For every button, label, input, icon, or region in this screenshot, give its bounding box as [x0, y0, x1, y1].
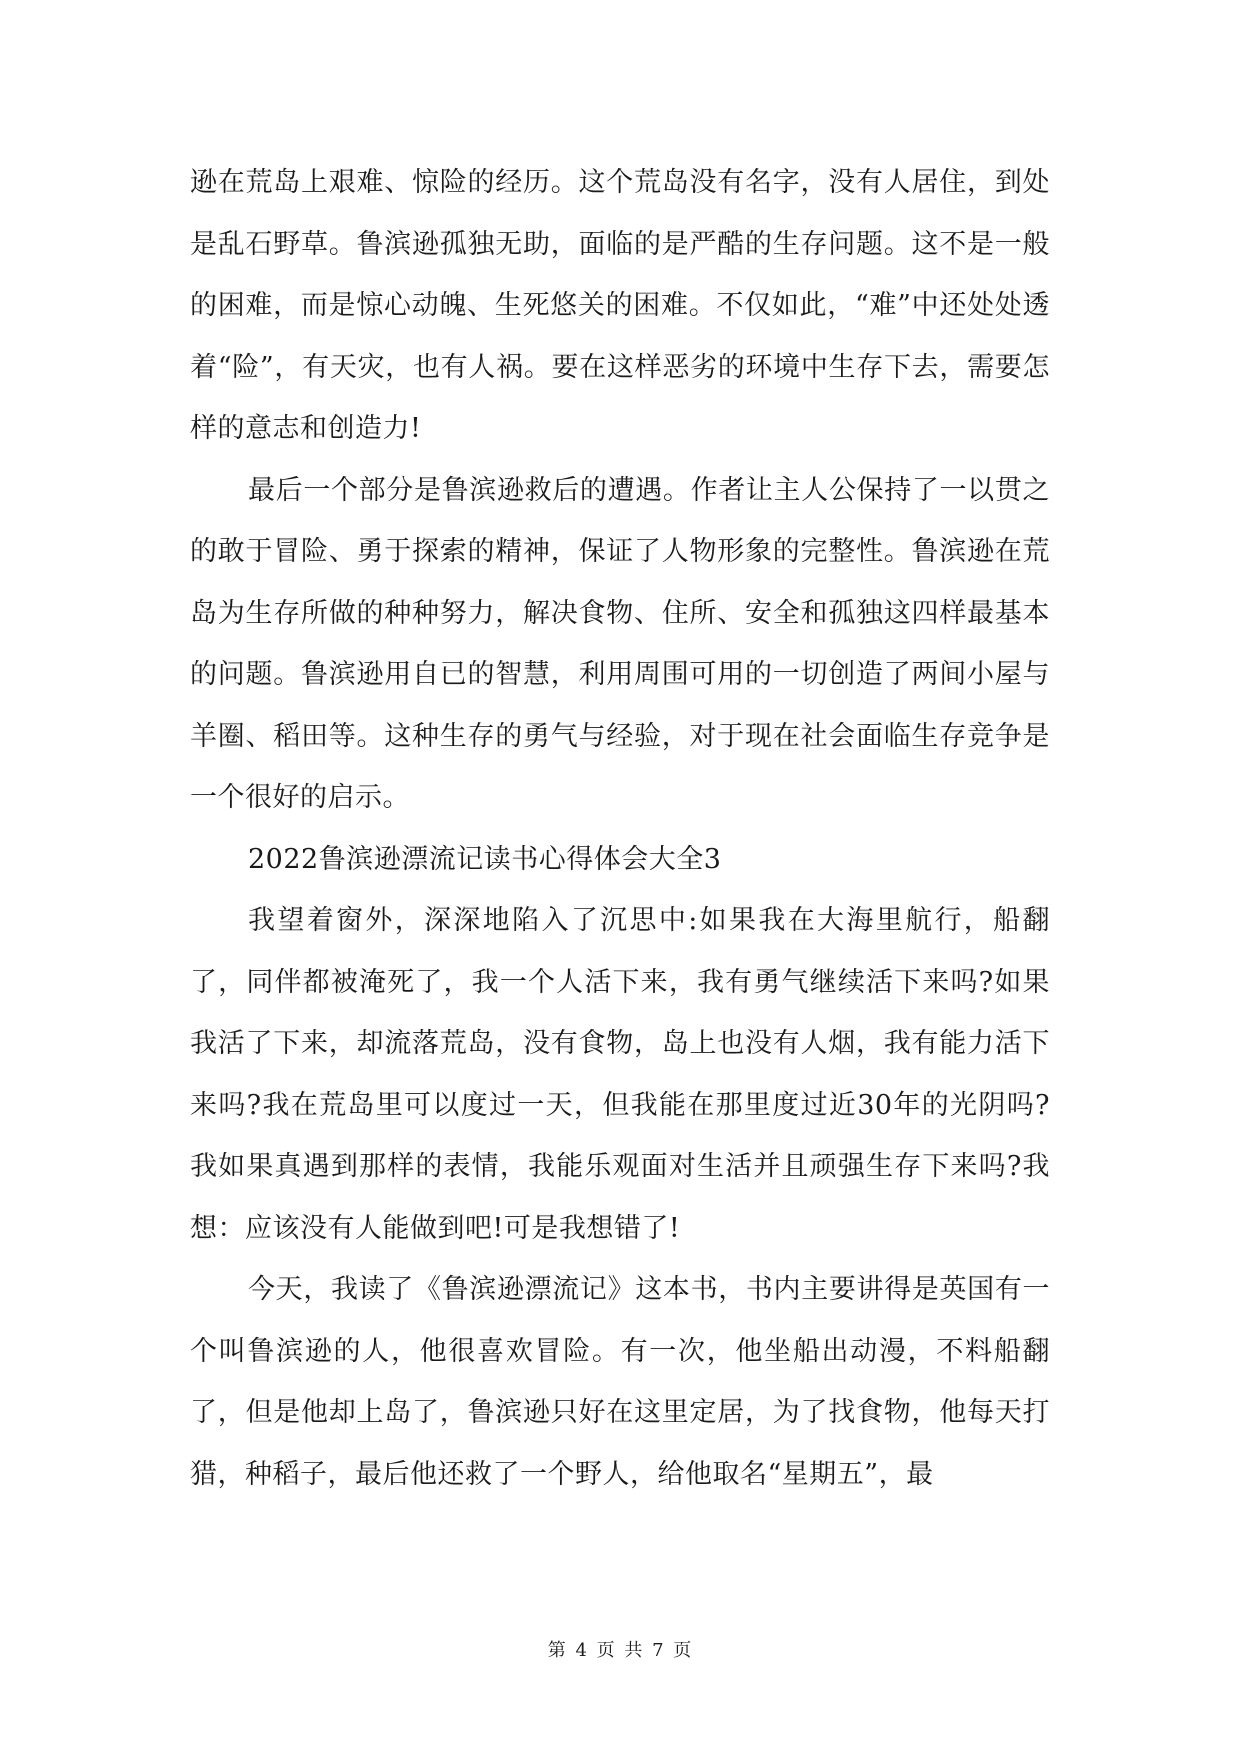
- paragraph: 最后一个部分是鲁滨逊救后的遭遇。作者让主人公保持了一以贯之的敢于冒险、勇于探索的精神，保证了人物形象的完整性。鲁滨逊在荒岛为生存所做的种种努力，解决食物、住所、安全和孤独这四样最基本的问题。鲁滨逊用自已的智慧，利用周围可用的一切创造了两间小屋与羊圈、稻田等。这种生存的勇气与经验，对于现在社会面临生存竞争是一个很好的启示。: [190, 474, 1050, 813]
- section-heading: 2022鲁滨逊漂流记读书心得体会大全3: [248, 843, 722, 875]
- paragraph: 我望着窗外，深深地陷入了沉思中:如果我在大海里航行，船翻了，同伴都被淹死了，我一个人活下来，我有勇气继续活下来吗?如果我活了下来，却流落荒岛，没有食物，岛上也没有人烟，我有能力活下来吗?我在荒岛里可以度过一天，但我能在那里度过近30年的光阴吗?我如果真遇到那样的表情，我能乐观面对生活并且顽强生存下来吗?我想：应该没有人能做到吧!可是我想错了!: [190, 905, 1050, 1244]
- paragraph-continued: 逊在荒岛上艰难、惊险的经历。这个荒岛没有名字，没有人居住，到处是乱石野草。鲁滨逊孤独无助，面临的是严酷的生存问题。这不是一般的困难，而是惊心动魄、生死悠关的困难。不仅如此，“难”中还处处透着“险”，有天灾，也有人祸。要在这样恶劣的环境中生存下去，需要怎样的意志和创造力!: [190, 167, 1050, 444]
- page-number-footer: 第 4 页 共 7 页: [547, 1640, 694, 1661]
- document-body: [190, 152, 1050, 1505]
- paragraph: 今天，我读了《鲁滨逊漂流记》这本书，书内主要讲得是英国有一个叫鲁滨逊的人，他很喜欢冒险。有一次，他坐船出动漫，不料船翻了，但是他却上岛了，鲁滨逊只好在这里定居，为了找食物，他每天打猎，种稻子，最后他还救了一个野人，给他取名“星期五”，最: [190, 1274, 1050, 1490]
